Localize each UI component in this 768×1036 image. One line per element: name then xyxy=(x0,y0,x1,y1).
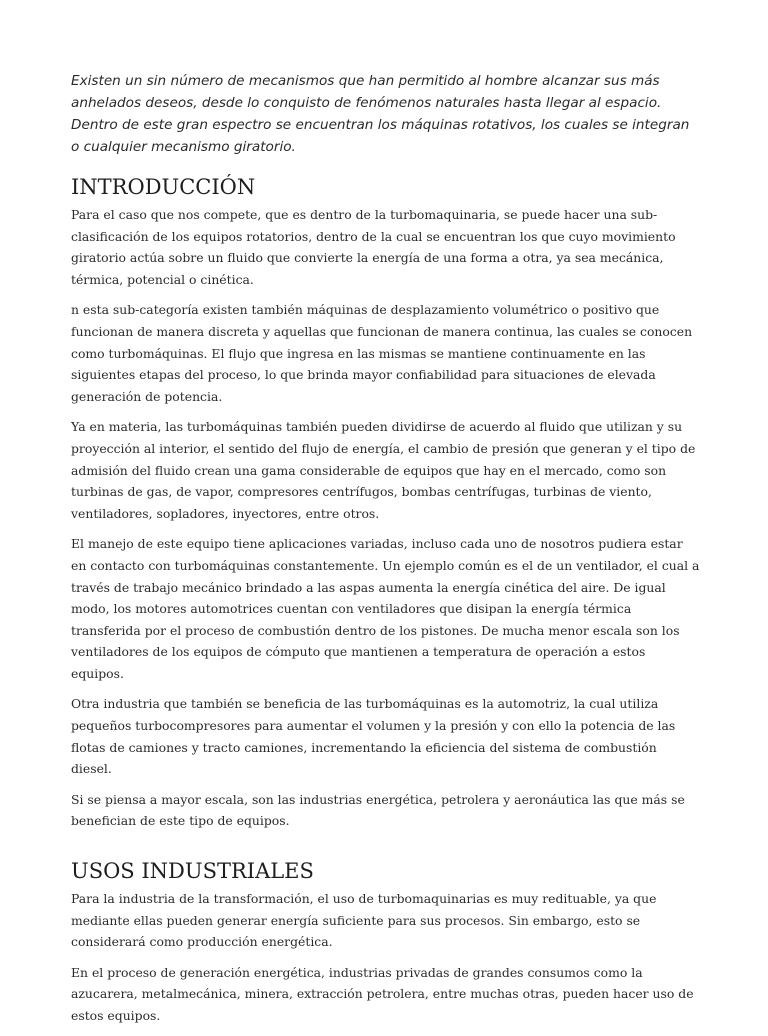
paragraph: Ya en materia, las turbomáquinas también pueden dividirse de acuerdo al fluido que utilizan y su proyección al interior, el sentido del flujo de energía, el cambio de presión que generan y el tipo de admisión del fluido crean una gama considerable de equipos que hay en el mercado, como son turbinas de gas, de vapor, compresores centrífugos, bombas centrífugas, turbinas de viento, ventiladores, sopladores, inyectores, entre otros. xyxy=(71,419,696,521)
paragraph: El manejo de este equipo tiene aplicaciones variadas, incluso cada uno de nosotros pudiera estar en contacto con turbomáquinas constantemente. Un ejemplo común es el de un ventilador, el cual a través de trabajo mecánico brindado a las aspas aumenta la energía cinética del aire. De igual modo, los motores automotrices cuentan con ventiladores que disipan la energía térmica transferida por el proceso de combustión dentro de los pistones. De mucha menor escala son los ventiladores de los equipos de cómputo que mantienen a temperatura de operación a estos equipos. xyxy=(71,536,700,681)
paragraph: Si se piensa a mayor escala, son las industrias energética, petrolera y aeronáutica las que más se benefician de este tipo de equipos. xyxy=(71,791,685,829)
section-heading-usos-industriales: USOS INDUSTRIALES xyxy=(71,859,314,884)
section-heading-introduccion: INTRODUCCIÓN xyxy=(71,175,256,199)
section-usos-industriales xyxy=(71,858,701,1027)
paragraph: Para la industria de la transformación, el uso de turbomaquinarias es muy redituable, ya que mediante ellas pueden generar energía suficiente para sus procesos. Sin embargo, esto se considerará como producción energética. xyxy=(71,891,657,950)
paragraph: n esta sub-categoría existen también máquinas de desplazamiento volumétrico o positivo que funcionan de manera discreta y aquellas que funcionan de manera continua, las cuales se conocen como turbomáquinas. El flujo que ingresa en las mismas se mantiene continuamente en las siguientes etapas del proceso, lo que brinda mayor confiabilidad para situaciones de elevada generación de potencia. xyxy=(71,302,693,404)
document-page xyxy=(71,70,701,1036)
paragraph: Para el caso que nos compete, que es dentro de la turbomaquinaria, se puede hacer una sub-clasificación de los equipos rotatorios, dentro de la cual se encuentran los que cuyo movimiento giratorio actúa sobre un fluido que convierte la energía de una forma a otra, ya sea mecánica, térmica, potencial o cinética. xyxy=(71,207,676,287)
intro-paragraph: Existen un sin número de mecanismos que han permitido al hombre alcanzar sus más anhelados deseos, desde lo conquisto de fenómenos naturales hasta llegar al espacio. Dentro de este gran espectro se encuentran los máquinas rotativos, los cuales se integran o cualquier mecanismo giratorio. xyxy=(71,73,690,155)
paragraph: Otra industria que también se beneficia de las turbomáquinas es la automotriz, la cual utiliza pequeños turbocompresores para aumentar el volumen y la presión y con ello la potencia de las flotas de camiones y tracto camiones, incrementando la eficiencia del sistema de combustión diesel. xyxy=(71,696,676,777)
section-introduccion xyxy=(71,174,701,832)
paragraph: En el proceso de generación energética, industrias privadas de grandes consumos como la azucarera, metalmecánica, minera, extracción petrolera, entre muchas otras, pueden hacer uso de estos equipos. xyxy=(71,964,694,1023)
